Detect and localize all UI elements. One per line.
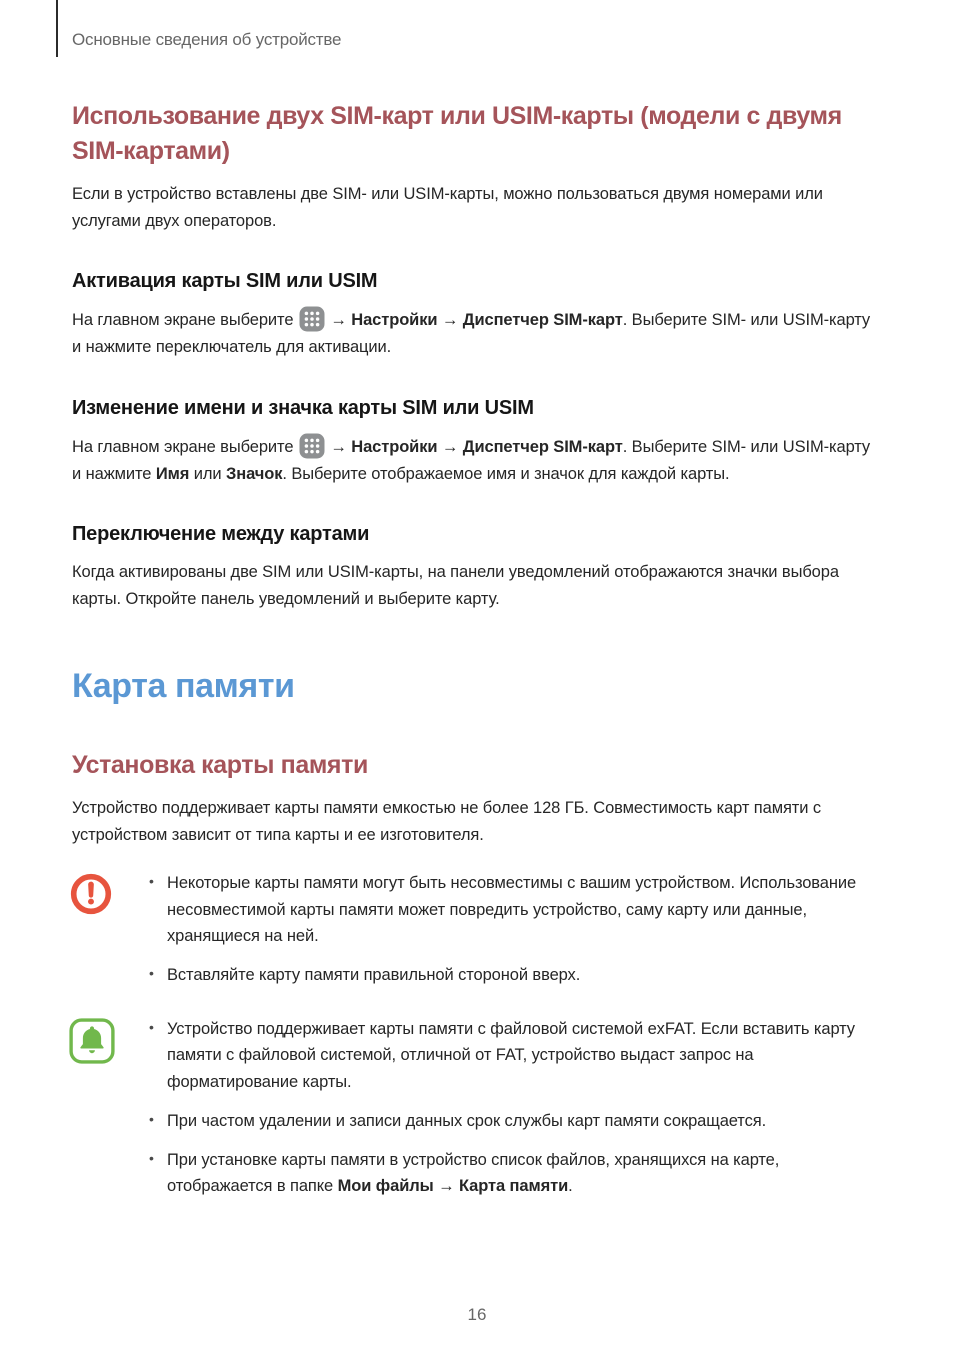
warning-icon [69,872,113,916]
activation-heading: Активация карты SIM или USIM [72,270,378,293]
warning-item: • Вставляйте карту памяти правильной стороной вверх. [145,962,882,989]
install-heading: Установка карты памяти [72,750,368,779]
chapter-title: Основные сведения об устройстве [72,30,342,49]
switching-heading: Переключение между картами [72,523,370,546]
install-intro: Устройство поддерживает карты памяти емкостью не более 128 ГБ. Совместимость карт памяти с устройством зависит от типа карты и ее изготовителя. [72,799,822,845]
rename-heading: Изменение имени и значка карты SIM или USIM [72,396,534,419]
rename-paragraph: На главном экране выберите → Настройки → Диспетчер SIM-карт. Выберите SIM- или USIM-карту и нажмите Имя или Значок. Выберите отображаемое имя и значок для каждой карты. [72,433,882,487]
notice-item: • При частом удалении и записи данных срок службы карт памяти сокращается. [145,1108,882,1135]
page-number: 16 [467,1305,487,1324]
switching-paragraph: Когда активированы две SIM или USIM-карты, на панели уведомлений отображаются значки выбора карты. Откройте панель уведомлений и выберите карту. [72,563,839,609]
activation-paragraph: На главном экране выберите → Настройки → Диспетчер SIM-карт. Выберите SIM- или USIM-карту и нажмите переключатель для активации. [72,306,882,360]
notice-item: • При установке карты памяти в устройство список файлов, хранящихся на карте, отображается в папке Мои файлы → Карта памяти. [145,1147,882,1200]
sim-section-title: Использование двух SIM-карт или USIM-карты (модели с двумя SIM-картами) [72,102,842,165]
memory-card-heading: Карта памяти [72,666,295,705]
warning-list [145,870,882,989]
warning-item: • Некоторые карты памяти могут быть несовместимы с вашим устройством. Использование несовместимой карты памяти может повредить устройство, саму карту или данные, хранящиеся на ней. [145,870,882,950]
notice-item: • Устройство поддерживает карты памяти с файловой системой exFAT. Если вставить карту памяти с файловой системой, отличной от FAT, устройство выдаст запрос на форматирование карты. [145,1016,882,1096]
sim-section-intro: Если в устройство вставлены две SIM- или USIM-карты, можно пользоваться двумя номерами или услугами двух операторов. [72,185,823,230]
warning-note [72,870,882,989]
page-header [56,0,882,57]
notice-list [145,1016,882,1200]
bell-icon [69,1018,115,1064]
apps-icon [299,433,325,459]
notice-note [72,1016,882,1200]
apps-icon [299,306,325,332]
